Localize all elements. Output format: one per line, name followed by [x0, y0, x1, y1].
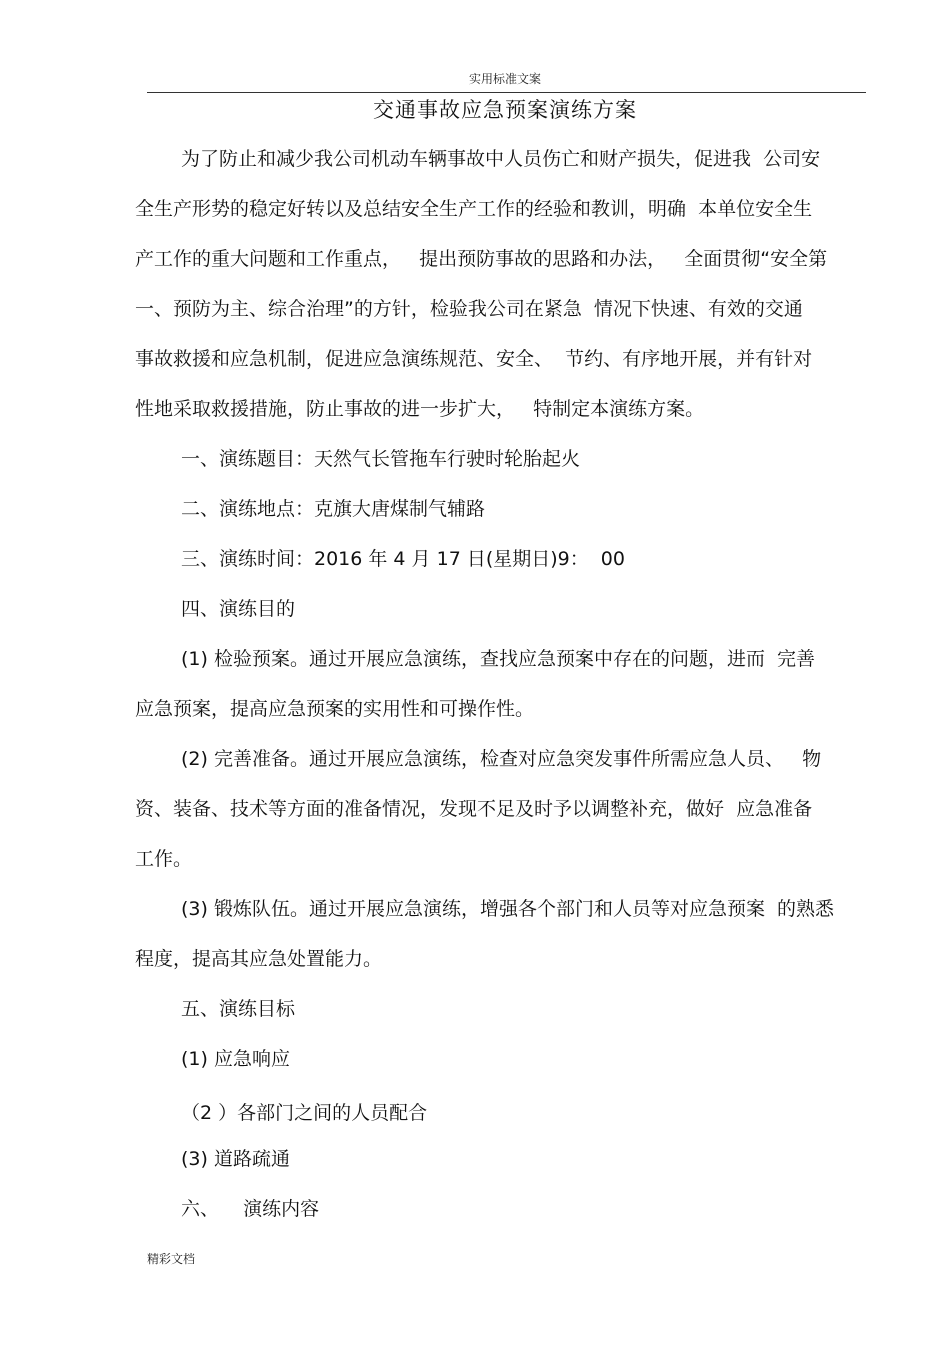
- section-location: 二、演练地点：克旗大唐煤制气辅路: [181, 498, 486, 520]
- goal-item-3: (3) 道路疏通: [181, 1148, 290, 1170]
- purpose-item-1: (1) 检验预案。通过开展应急演练，查找应急预案中存在的问题，进而 完善: [181, 648, 816, 670]
- document-title: 交通事故应急预案演练方案: [373, 98, 637, 122]
- section-purpose-heading: 四、演练目的: [181, 598, 296, 620]
- purpose-item-2-cont: 工作。: [135, 848, 193, 870]
- header-divider: [147, 92, 866, 93]
- intro-line: 性地采取救援措施，防止事故的进一步扩大， 特制定本演练方案。: [135, 398, 705, 420]
- page-footer: 精彩文档: [147, 1252, 196, 1266]
- section-time: 三、演练时间：2016 年 4 月 17 日(星期日)9： 00: [181, 548, 625, 570]
- page-header: 实用标准文案: [468, 72, 541, 86]
- purpose-item-3-cont: 程度，提高其应急处置能力。: [135, 948, 383, 970]
- intro-line: 事故救援和应急机制，促进应急演练规范、安全、 节约、有序地开展，并有针对: [135, 348, 813, 370]
- purpose-item-2: (2) 完善准备。通过开展应急演练，检查对应急突发事件所需应急人员、 物: [181, 748, 822, 770]
- purpose-item-1-cont: 应急预案，提高应急预案的实用性和可操作性。: [135, 698, 535, 720]
- section-content-heading: 六、 演练内容: [181, 1198, 320, 1220]
- purpose-item-3: (3) 锻炼队伍。通过开展应急演练，增强各个部门和人员等对应急预案 的熟悉: [181, 898, 835, 920]
- section-goal-heading: 五、演练目标: [181, 998, 296, 1020]
- intro-line: 全生产形势的稳定好转以及总结安全生产工作的经验和教训，明确 本单位安全生: [135, 198, 813, 220]
- intro-line: 一、预防为主、综合治理”的方针，检验我公司在紧急 情况下快速、有效的交通: [135, 298, 803, 320]
- section-topic: 一、演练题目：天然气长管拖车行驶时轮胎起火: [181, 448, 581, 470]
- goal-item-2: （2 ）各部门之间的人员配合: [181, 1102, 428, 1124]
- goal-item-1: (1) 应急响应: [181, 1048, 290, 1070]
- intro-line: 产工作的重大问题和工作重点， 提出预防事故的思路和办法， 全面贯彻“安全第: [135, 248, 828, 270]
- intro-line: 为了防止和减少我公司机动车辆事故中人员伤亡和财产损失，促进我 公司安: [181, 148, 821, 170]
- purpose-item-2-cont: 资、装备、技术等方面的准备情况，发现不足及时予以调整补充，做好 应急准备: [135, 798, 813, 820]
